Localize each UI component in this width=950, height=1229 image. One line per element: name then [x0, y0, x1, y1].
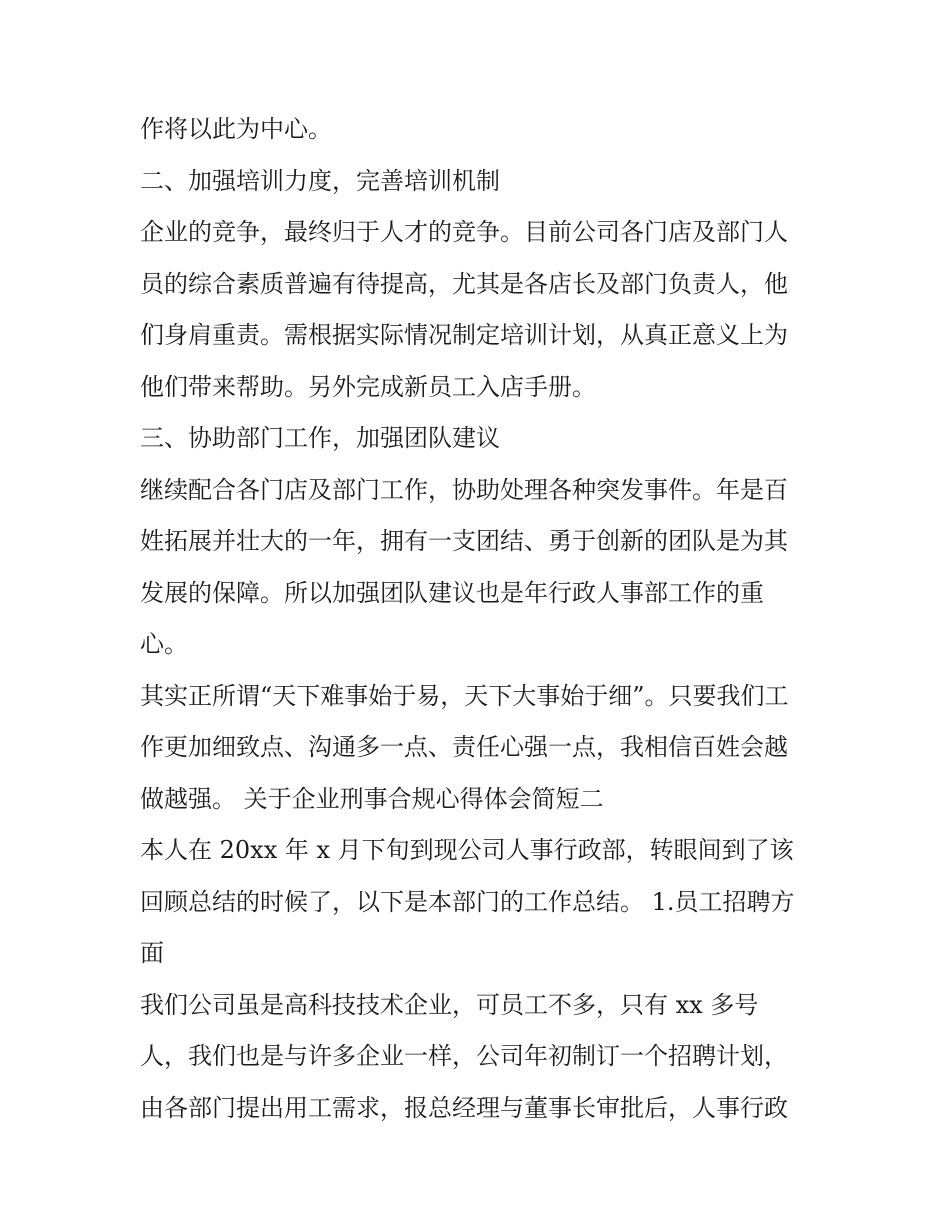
text-line-17: 面	[140, 939, 164, 967]
text-line-10: 发展的保障。所以加强团队建议也是年行政人事部工作的重	[140, 578, 764, 607]
text-line-20: 由各部门提出用工需求，报总经理与董事长审批后，人事行政	[140, 1093, 788, 1122]
text-line-18: 我们公司虽是高科技技术企业，可员工不多，只有 xx 多号	[140, 990, 759, 1019]
text-line-12: 其实正所谓“天下难事始于易，天下大事始于细”。只要我们工	[140, 681, 789, 710]
text-line-1: 作将以此为中心。	[140, 115, 332, 143]
text-line-3: 企业的竞争，最终归于人才的竞争。目前公司各门店及部门人	[140, 218, 788, 246]
section-heading-3: 三、协助部门工作，加强团队建议	[140, 424, 500, 452]
text-line-11: 心。	[140, 630, 188, 658]
text-line-6: 他们带来帮助。另外完成新员工入店手册。	[140, 372, 596, 401]
text-line-14: 做越强。 关于企业刑事合规心得体会简短二	[140, 784, 604, 813]
text-line-8: 继续配合各门店及部门工作，协助处理各种突发事件。年是百	[140, 475, 788, 504]
text-line-15: 本人在 20xx 年 x 月下旬到现公司人事行政部，转眼间到了该	[140, 836, 794, 864]
document-body	[140, 104, 830, 1134]
section-heading-2: 二、加强培训力度，完善培训机制	[140, 166, 500, 195]
text-line-4: 员的综合素质普遍有待提高，尤其是各店长及部门负责人，他	[140, 269, 788, 298]
text-line-9: 姓拓展并壮大的一年，拥有一支团结、勇于创新的团队是为其	[140, 527, 788, 555]
text-line-16: 回顾总结的时候了，以下是本部门的工作总结。 1.员工招聘方	[140, 887, 795, 916]
text-line-19: 人，我们也是与许多企业一样，公司年初制订一个招聘计划，	[140, 1042, 788, 1070]
text-line-5: 们身肩重责。需根据实际情况制定培训计划，从真正意义上为	[140, 321, 788, 349]
text-line-13: 作更加细致点、沟通多一点、责任心强一点，我相信百姓会越	[140, 733, 788, 761]
